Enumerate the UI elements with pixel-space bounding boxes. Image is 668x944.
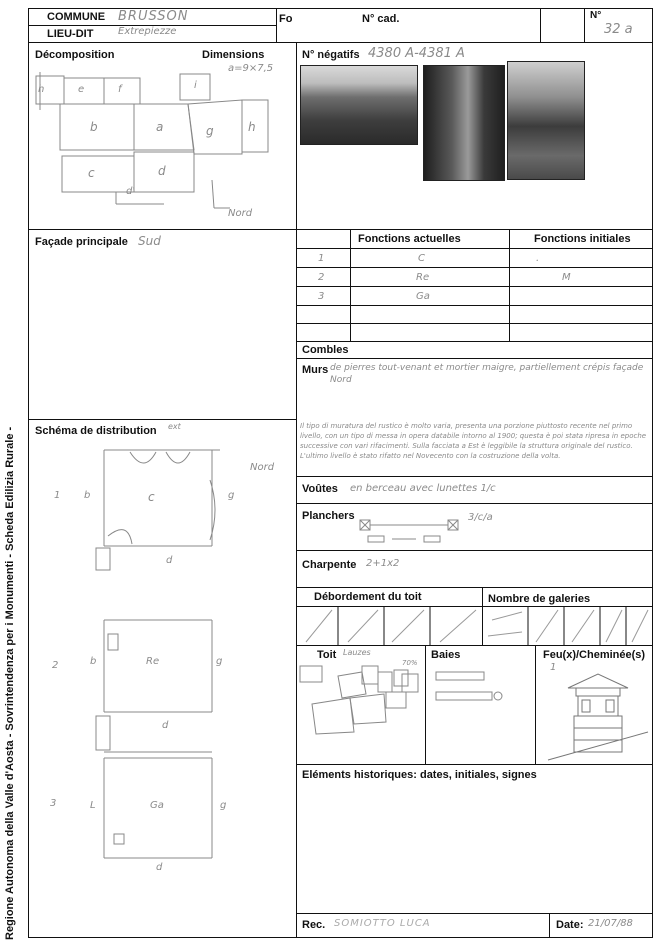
column-divider xyxy=(296,42,297,937)
planchers-label: Planchers xyxy=(302,510,355,522)
distribution-ext-note: ext xyxy=(168,422,181,431)
fonc-row-3-actuelle: Ga xyxy=(416,291,430,302)
fonc-line-5 xyxy=(296,341,653,342)
murs-label: Murs xyxy=(302,364,329,376)
date-value: 21/07/88 xyxy=(588,918,633,929)
charpente-bottom xyxy=(296,587,653,588)
fonc-row-2-actuelle: Re xyxy=(416,272,430,283)
dist-level-3-room-ga: Ga xyxy=(150,800,164,811)
combles-label: Combles xyxy=(302,344,349,356)
header-div-3 xyxy=(584,8,585,43)
dist-level-3-room-l: L xyxy=(90,800,96,811)
dist-level-2-room-d: d xyxy=(162,720,169,731)
toit-bottom xyxy=(296,764,653,765)
dimensions-value: a=9×7,5 xyxy=(228,63,274,74)
toit-div-1 xyxy=(425,645,426,764)
fonc-col-2 xyxy=(509,229,510,341)
fonc-row-2-initiale: M xyxy=(562,272,571,283)
negatifs-value: 4380 A-4381 A xyxy=(368,46,465,61)
header-div-1 xyxy=(276,8,277,43)
outer-frame-left xyxy=(28,8,29,938)
commune-label: COMMUNE xyxy=(47,11,106,23)
toit-value: Lauzes xyxy=(343,648,371,657)
baies-label: Baies xyxy=(431,649,461,661)
charpente-value: 2+1x2 xyxy=(366,558,400,569)
left-line-2 xyxy=(28,419,296,420)
facade-value: Sud xyxy=(138,234,161,248)
fonctions-initiales-label: Fonctions initiales xyxy=(534,233,631,245)
galeries-label: Nombre de galeries xyxy=(488,593,591,605)
lieudit-label: LIEU-DIT xyxy=(47,28,94,40)
distribution-label: Schéma de distribution xyxy=(35,425,157,437)
toit-div-2 xyxy=(535,645,536,764)
dist-level-2-room-g: g xyxy=(216,656,223,667)
debordement-label: Débordement du toit xyxy=(314,591,422,603)
dist-level-1-room-d: d xyxy=(166,555,173,566)
rec-value: SOMIOTTO LUCA xyxy=(334,918,431,929)
toit-note: 70% xyxy=(402,659,418,667)
murs-bottom xyxy=(296,476,653,477)
dist-level-1-room-b: b xyxy=(84,490,91,501)
dist-level-3-room-d: d xyxy=(156,862,163,873)
decomp-room-g: g xyxy=(206,124,214,138)
voutes-label: Voûtes xyxy=(302,483,338,495)
planchers-value: 3/c/a xyxy=(468,512,493,523)
decomp-room-h1: h xyxy=(38,84,45,95)
fonc-row-1-actuelle: C xyxy=(418,253,425,264)
decomp-room-c: c xyxy=(88,166,95,180)
debordement-cells xyxy=(296,606,653,646)
decomp-room-b: b xyxy=(90,120,98,134)
side-institution-text: Regione Autonoma della Valle d'Aosta - Sovrintendenza per i Monumenti - Scheda Edilizia Rurale - xyxy=(4,426,16,940)
distribution-north-label: Nord xyxy=(250,462,275,473)
dist-level-2-room-b: b xyxy=(90,656,97,667)
photo-2 xyxy=(423,65,505,181)
fo-label: Fo xyxy=(279,13,293,25)
header-div-2 xyxy=(540,8,541,43)
feux-label: Feu(x)/Cheminée(s) xyxy=(543,649,646,661)
rec-div xyxy=(549,913,550,937)
negatifs-label: N° négatifs xyxy=(302,49,360,61)
decomp-room-i: i xyxy=(194,80,197,91)
fonc-row-1-initiale: . xyxy=(536,253,540,264)
dimensions-label: Dimensions xyxy=(202,49,265,61)
chimney-sketch xyxy=(548,672,648,762)
outer-frame-bottom xyxy=(28,937,653,938)
fonc-line-6 xyxy=(296,358,653,359)
feux-value: 1 xyxy=(550,662,557,673)
elements-label: Eléments historiques: dates, initiales, signes xyxy=(302,769,537,781)
toit-sketch xyxy=(298,662,424,738)
header-bottom-line xyxy=(28,42,653,43)
voutes-value: en berceau avec lunettes 1/c xyxy=(350,483,496,494)
fonc-row-1-level: 1 xyxy=(318,253,325,264)
fonc-col-1 xyxy=(350,229,351,341)
voutes-bottom xyxy=(296,503,653,504)
dist-level-2-room-re: Re xyxy=(146,656,160,667)
photo-1 xyxy=(300,65,418,145)
fonc-row-3-level: 3 xyxy=(318,291,325,302)
fonctions-actuelles-label: Fonctions actuelles xyxy=(358,233,461,245)
charpente-label: Charpente xyxy=(302,559,357,571)
lieudit-value: Extrepiezze xyxy=(118,26,177,37)
date-label: Date: xyxy=(556,919,584,931)
decomp-room-f: f xyxy=(118,84,122,95)
dist-level-3-room-g: g xyxy=(220,800,227,811)
facade-label: Façade principale xyxy=(35,236,128,248)
decomposition-label: Décomposition xyxy=(35,49,115,61)
dist-level-1-room-g: g xyxy=(228,490,235,501)
left-line-1 xyxy=(28,229,296,230)
baies-sketch xyxy=(432,668,532,708)
dist-level-2-num: 2 xyxy=(52,660,59,671)
murs-value: de pierres tout-venant et mortier maigre, partiellement crépis façade Nord xyxy=(330,363,644,385)
decomposition-sketch xyxy=(30,70,270,220)
decomp-north-label: Nord xyxy=(228,208,253,219)
n-label: N° xyxy=(590,10,602,21)
toit-label: Toit xyxy=(317,649,337,661)
dist-level-3-num: 3 xyxy=(50,798,57,809)
rec-top xyxy=(296,913,653,914)
decomp-room-e: e xyxy=(78,84,85,95)
dist-level-1-room-c: c xyxy=(148,490,155,504)
decomp-room-h2: h xyxy=(248,120,256,134)
notes-text: Il tipo di muratura del rustico è molto varia, presenta una porzione piuttosto recente nel primo livello, con un tipo di messa in opera databile intorno al 1900; questa è poi stata ripresa in epoche successive con vari rifacimenti. Sulla facciata a Est è leggibile la struttura originale del rustico. L'ultimo livello è stato rifatto nel Novecento con la costruzione della volta. xyxy=(300,422,647,460)
decomp-room-d: d xyxy=(158,164,166,178)
outer-frame-right xyxy=(652,8,653,938)
rec-label: Rec. xyxy=(302,919,326,931)
decomp-room-dprime: d' xyxy=(126,186,136,197)
n-value: 32 a xyxy=(604,22,633,37)
planchers-bottom xyxy=(296,550,653,551)
fonc-row-2-level: 2 xyxy=(318,272,325,283)
ncad-label: N° cad. xyxy=(362,13,400,25)
dist-level-1-num: 1 xyxy=(54,490,61,501)
commune-value: BRUSSON xyxy=(118,9,189,24)
decomp-room-a: a xyxy=(156,120,164,134)
photo-3 xyxy=(507,61,585,180)
